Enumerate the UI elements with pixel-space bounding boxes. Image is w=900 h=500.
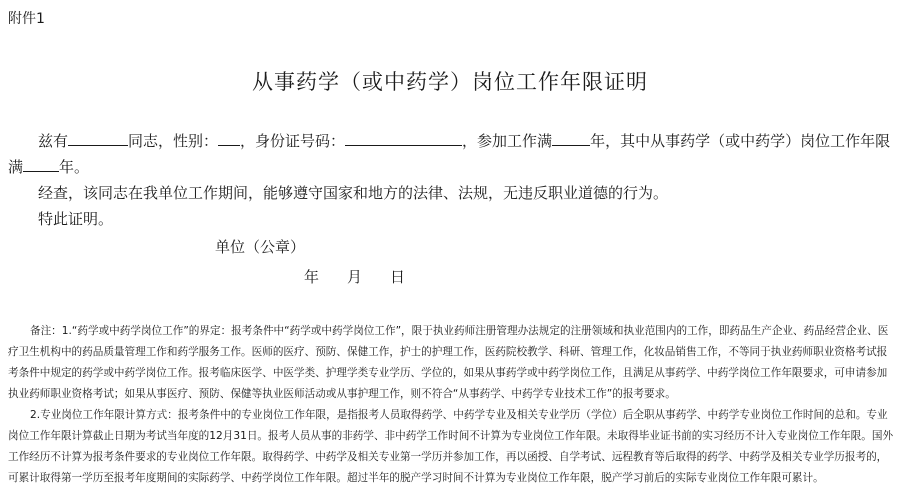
date-month: 月 xyxy=(347,268,363,286)
certificate-paragraph-3: 特此证明。 xyxy=(38,210,114,228)
pharmacy-years-blank[interactable] xyxy=(23,156,59,172)
notes-section xyxy=(8,321,894,489)
signature-date xyxy=(304,266,405,287)
name-blank[interactable] xyxy=(68,130,128,146)
note-2: 2.专业岗位工作年限计算方式：报考条件中的专业岗位工作年限，是指报考人员取得药学、中药学专业及相关专业学历（学位）后全职从事药学、中药学专业岗位工作时间的总和。专业岗位工作年限计算截止日期为考试当年度的12月31日。报考人员从事的非药学、非中药学工作时间不计算为专业岗位工作年限。未取得毕业证书前的实习经历不计入专业岗位工作年限。国外工作经历不计算为报考条件要求的专业岗位工作年限。取得药学、中药学及相关专业第一学历并参加工作，再以函授、自学考试、远程教育等后取得的药学、中药学及相关专业学历报考的，可累计取得第一学历至报考年度期间的实际药学、中药学岗位工作年限。超过半年的脱产学习时间不计算为专业岗位工作年限，脱产学习前后的实际专业岗位工作年限可累计。 xyxy=(8,409,894,484)
work-years-blank[interactable] xyxy=(552,130,590,146)
p1-text-d: ，参加工作满 xyxy=(462,132,553,150)
date-day: 日 xyxy=(390,268,406,286)
p1-text-a: 兹有 xyxy=(38,132,69,150)
unit-seal-label: 单位（公章） xyxy=(215,238,306,256)
attachment-label: 附件1 xyxy=(8,11,45,27)
certificate-paragraph-2: 经查，该同志在我单位工作期间，能够遵守国家和地方的法律、法规，无违反职业道德的行为。 xyxy=(38,184,669,202)
p1-text-b: 同志，性别： xyxy=(128,132,219,150)
p1-text-c: ，身份证号码： xyxy=(240,132,346,150)
note-1: 备注：1.“药学或中药学岗位工作”的界定：报考条件中“药学或中药学岗位工作”，限于执业药师注册管理办法规定的注册领域和执业范围内的工作，即药品生产企业、药品经营企业、医疗卫生机构中的药品质量管理工作和药学服务工作。医师的医疗、预防、保健工作，护士的护理工作，医药院校教学、科研、管理工作，化妆品销售工作，不等同于执业药师职业资格考试报考条件中规定的药学或中药学岗位工作。报考临床医学、中医学类、护理学类专业学历、学位的，如果从事药学或中药学岗位工作，且满足从事药学、中药学岗位工作年限要求，可申请参加执业药师职业资格考试；如果从事医疗、预防、保健等执业医师活动或从事护理工作，则不符合“从事药学、中药学专业技术工作”的报考要求。 xyxy=(8,325,889,400)
certificate-body xyxy=(8,128,892,232)
id-number-blank[interactable] xyxy=(345,130,462,146)
gender-blank[interactable] xyxy=(218,130,240,146)
date-year: 年 xyxy=(304,268,320,286)
document-title: 从事药学（或中药学）岗位工作年限证明 xyxy=(252,70,648,94)
p1-text-f: 年。 xyxy=(59,158,90,176)
certificate-paragraph-1 xyxy=(8,128,892,180)
p1-text-e: 年，其中从事药学（或中药学）岗位工作年限满 xyxy=(8,132,891,176)
